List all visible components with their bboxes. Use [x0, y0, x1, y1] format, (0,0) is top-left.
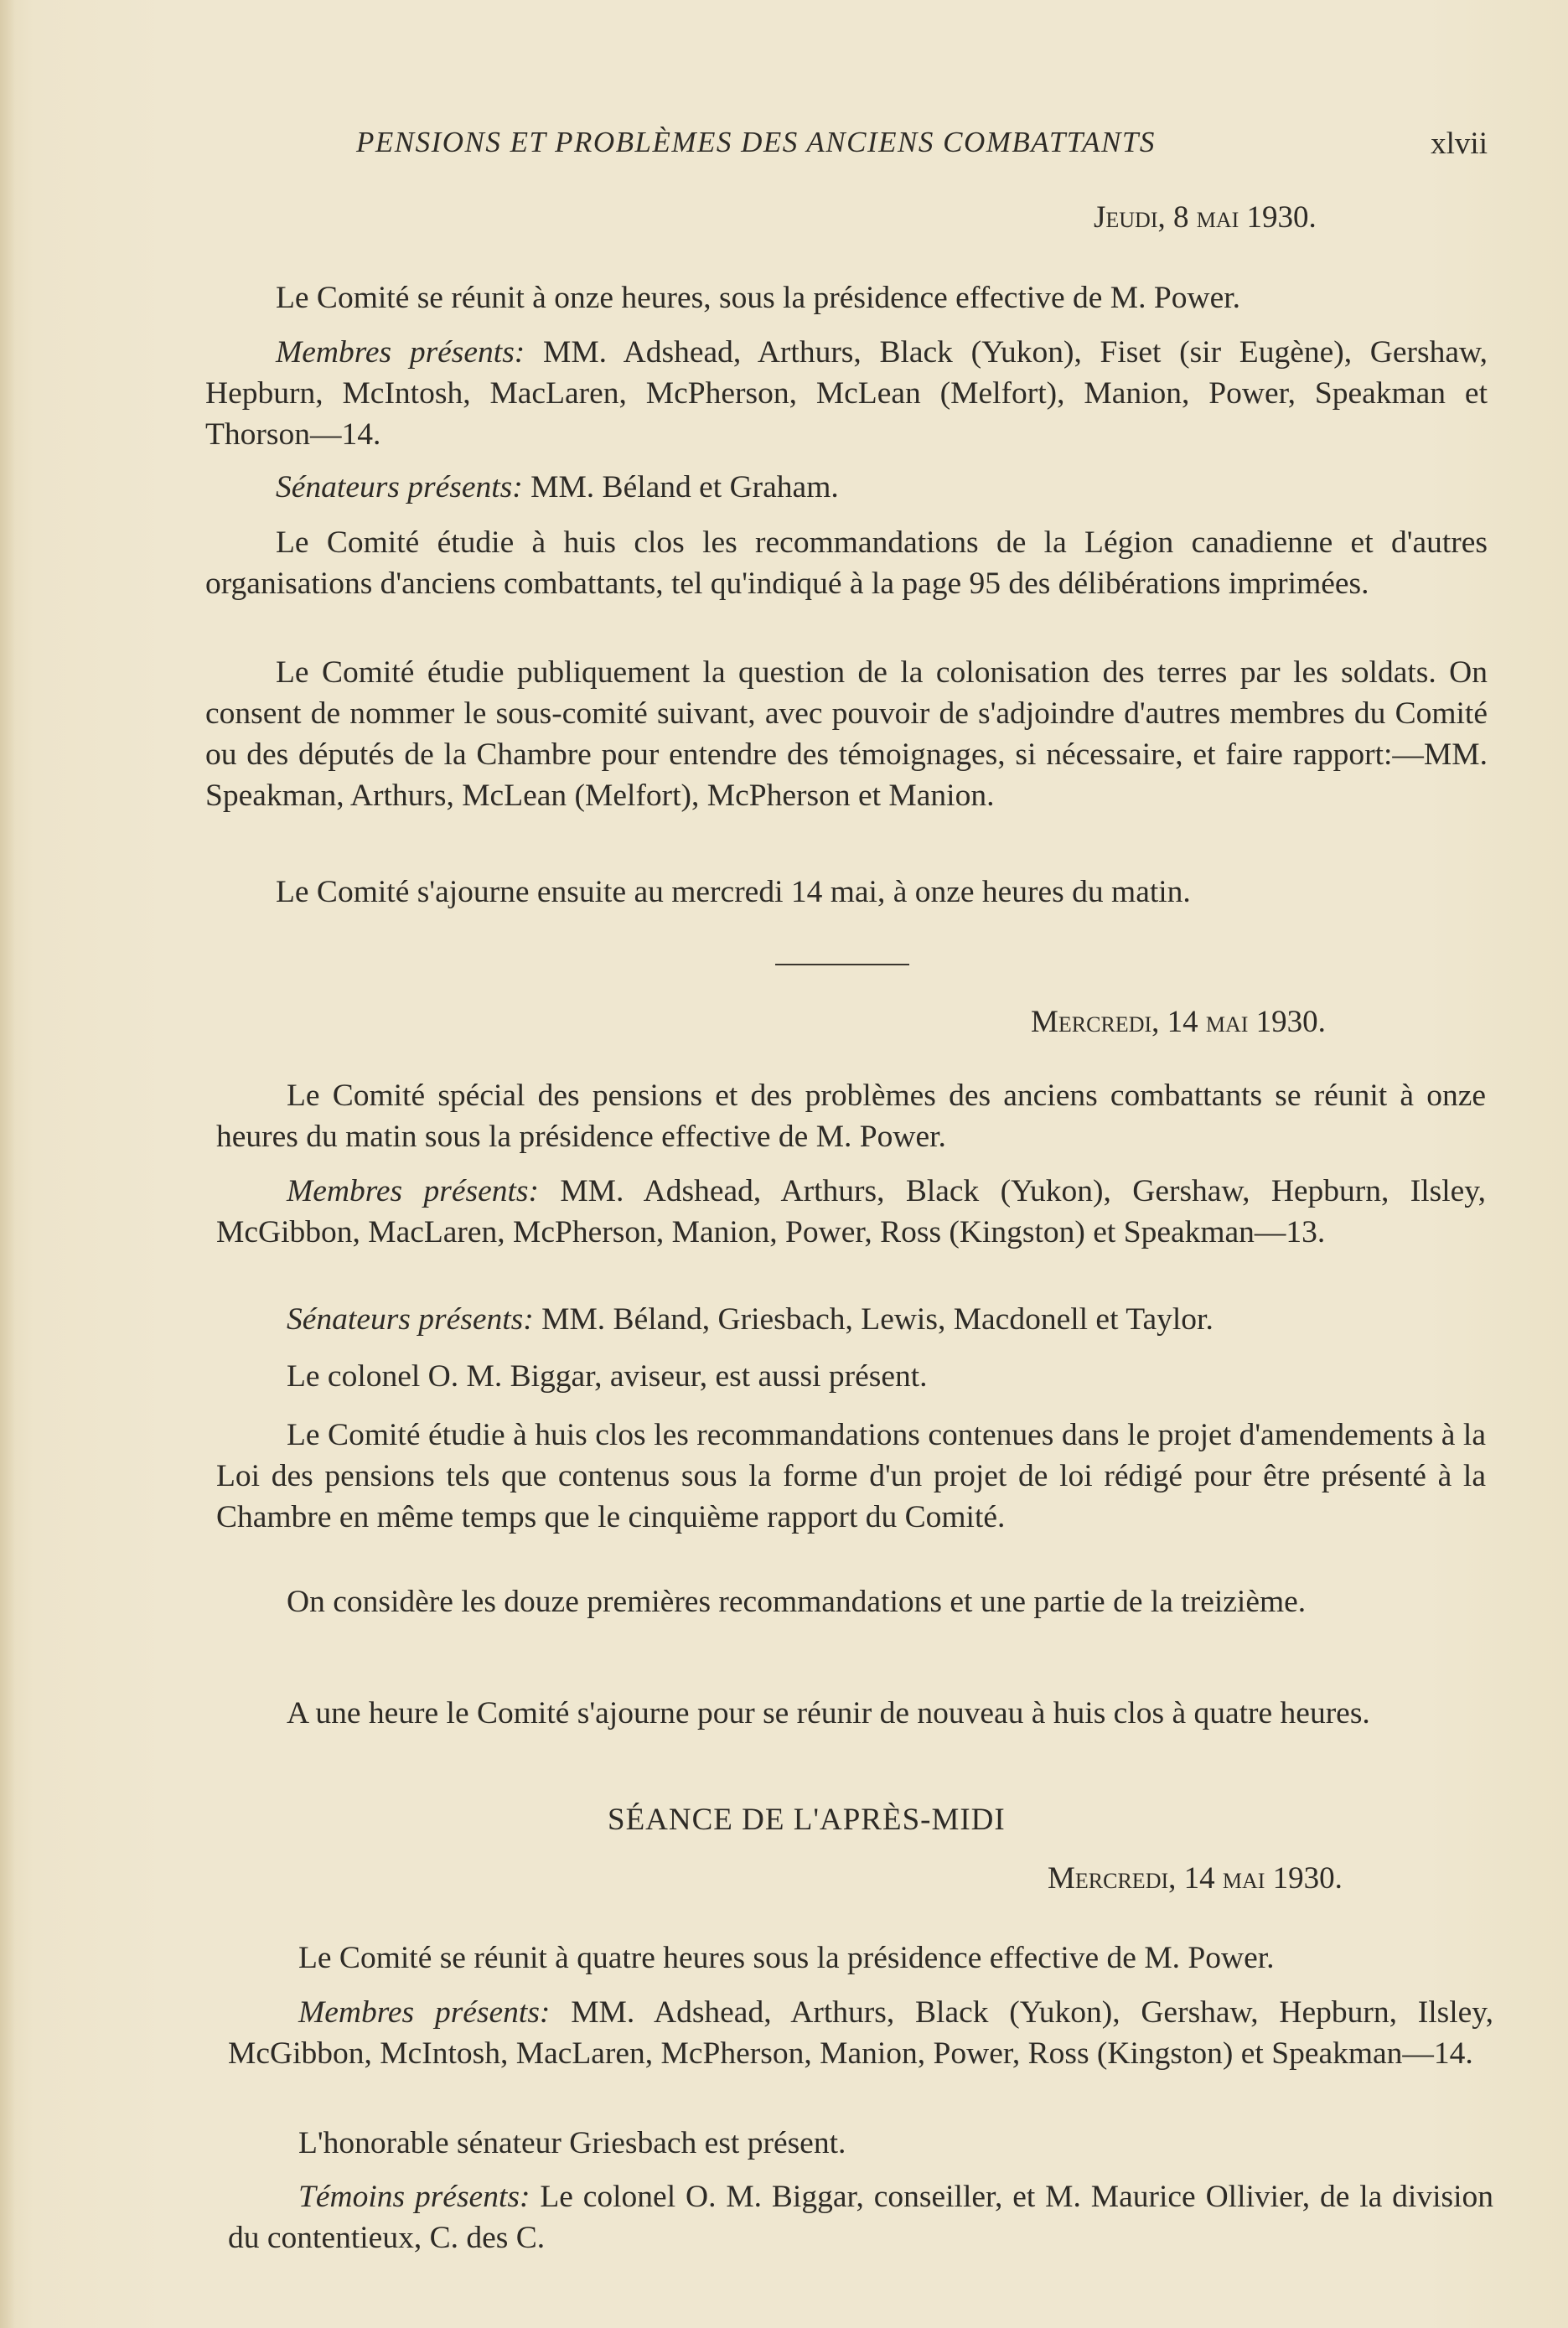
senators-present-paragraph: Sénateurs présents: MM. Béland et Graham. — [276, 470, 839, 504]
page-edge-shadow — [0, 0, 15, 2328]
paragraph: Le colonel O. M. Biggar, aviseur, est aussi présent. — [287, 1359, 928, 1394]
paragraph-label: Membres présents: — [287, 1174, 539, 1208]
paragraph: L'honorable sénateur Griesbach est présent. — [298, 2126, 846, 2160]
paragraph: Le Comité se réunit à quatre heures sous la présidence effective de M. Power. — [298, 1941, 1275, 1975]
section-date: Mercredi, 14 mai 1930. — [1031, 1005, 1326, 1039]
paragraph: Le Comité spécial des pensions et des problèmes des anciens combattants se réunit à onze heures du matin sous la présidence effective de M. Power. — [216, 1079, 1486, 1154]
page-number: xlvii — [1431, 127, 1488, 161]
senators-present-paragraph: Sénateurs présents: MM. Béland, Griesbach, Lewis, Macdonell et Taylor. — [287, 1302, 1214, 1337]
paragraph: Le Comité étudie à huis clos les recommandations de la Légion canadienne et d'autres organisations d'anciens combattants, tel qu'indiqué à la page 95 des délibérations imprimées. — [205, 525, 1488, 601]
paragraph: Le Comité étudie publiquement la question de la colonisation des terres par les soldats. On consent de nommer le sous-comité suivant, avec pouvoir de s'adjoindre d'autres membres du Comité ou des députés de la Chambre pour entendre des témoignages, si nécessaire, et faire rapport:—MM. Speakman, Arthurs, McLean (Melfort), McPherson et Manion. — [205, 655, 1488, 813]
paragraph-label: Sénateurs présents: — [287, 1302, 534, 1337]
paragraph-label: Membres présents: — [298, 1995, 551, 2030]
witnesses-present-paragraph: Témoins présents: Le colonel O. M. Biggar, conseiller, et M. Maurice Ollivier, de la division du contentieux, C. des C. — [228, 2180, 1493, 2255]
members-present-paragraph: Membres présents: MM. Adshead, Arthurs, Black (Yukon), Gershaw, Hepburn, Ilsley, McGibbon, MacLaren, McPherson, Manion, Power, Ross (Kingston) et Speakman—13. — [216, 1174, 1486, 1249]
paragraph-label: Témoins présents: — [298, 2180, 530, 2214]
paragraph: Le Comité s'ajourne ensuite au mercredi 14 mai, à onze heures du matin. — [276, 875, 1191, 909]
paragraph: Le Comité étudie à huis clos les recommandations contenues dans le projet d'amendements à la Loi des pensions tels que contenus sous la forme d'un projet de loi rédigé pour être présenté à la Chambre en même temps que le cinquième rapport du Comité. — [216, 1418, 1486, 1534]
paragraph-label: Membres présents: — [276, 335, 525, 370]
paragraph: Le Comité se réunit à onze heures, sous la présidence effective de M. Power. — [276, 281, 1241, 315]
section-date: Mercredi, 14 mai 1930. — [1048, 1861, 1343, 1896]
members-present-paragraph: Membres présents: MM. Adshead, Arthurs, Black (Yukon), Gershaw, Hepburn, Ilsley, McGibbon, McIntosh, MacLaren, McPherson, Manion, Power, Ross (Kingston) et Speakman—14. — [228, 1995, 1493, 2071]
section-date: Jeudi, 8 mai 1930. — [1094, 200, 1317, 235]
running-title: PENSIONS ET PROBLÈMES DES ANCIENS COMBATTANTS — [356, 126, 1156, 158]
paragraph-label: Sénateurs présents: — [276, 470, 523, 504]
members-present-paragraph: Membres présents: MM. Adshead, Arthurs, Black (Yukon), Fiset (sir Eugène), Gershaw, Hepburn, McIntosh, MacLaren, McPherson, McLean (Melfort), Manion, Power, Speakman et Thorson—14. — [205, 335, 1488, 452]
page-header — [356, 126, 1488, 168]
section-heading: SÉANCE DE L'APRÈS-MIDI — [608, 1803, 1006, 1837]
section-divider — [775, 964, 909, 965]
paragraph: On considère les douze premières recommandations et une partie de la treizième. — [287, 1585, 1307, 1619]
paragraph: A une heure le Comité s'ajourne pour se réunir de nouveau à huis clos à quatre heures. — [287, 1696, 1370, 1730]
